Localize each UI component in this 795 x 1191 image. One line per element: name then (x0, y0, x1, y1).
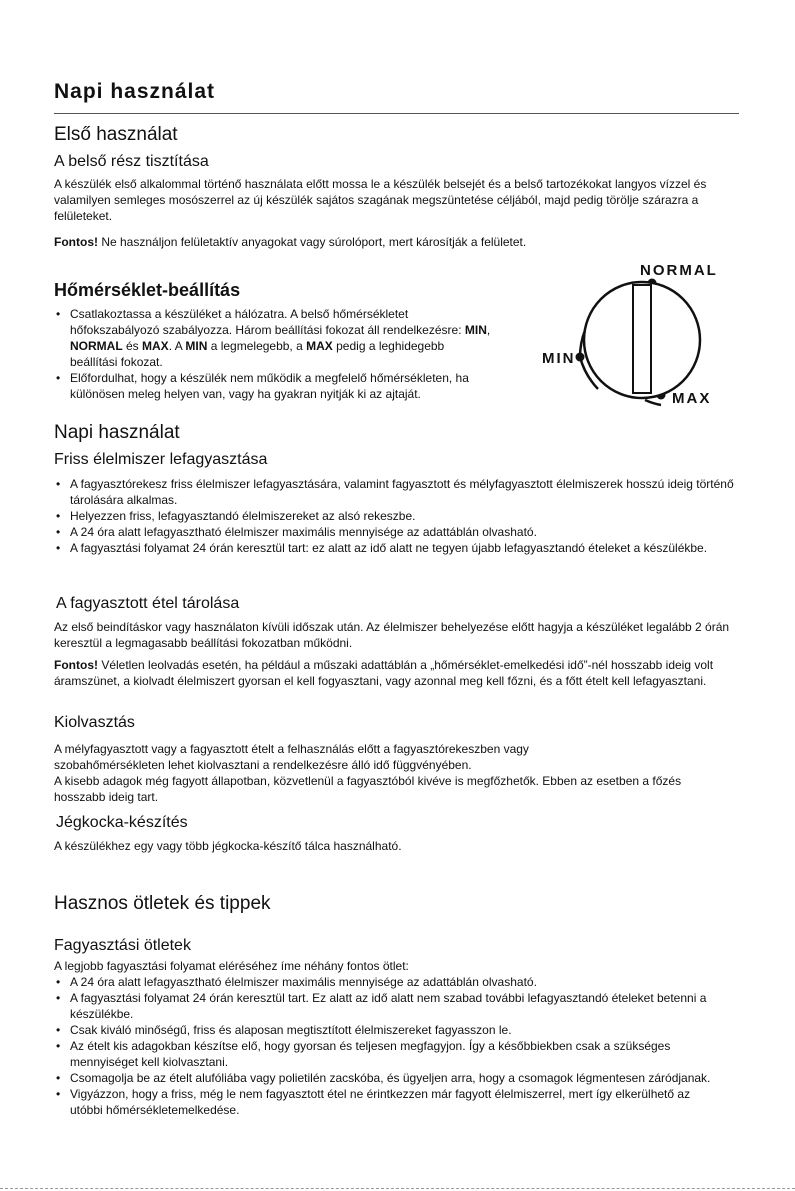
thaw-text: A kisebb adagok még fagyott állapotban, közvetlenül a fagyasztóból kivéve is megfőzhetők. Ebben az esetben a főzés hosszabb ideig tart. (54, 774, 682, 804)
temp-bullets (54, 306, 494, 402)
title-divider (54, 113, 739, 114)
list-item: • Az ételt kis adagokban készítse elő, hogy gyorsan és teljesen megfagyjon. Így a későbbiekben csak a szükséges mennyiséget kell kiolvasztani. (54, 1038, 724, 1070)
storage-warning (54, 657, 734, 689)
dial-label-max: MAX (672, 390, 712, 407)
warning-label: Fontos! (54, 235, 98, 249)
list-item: • A 24 óra alatt lefagyasztható élelmiszer maximális mennyisége az adattáblán olvasható. (54, 974, 724, 990)
tips-intro: A legjobb fagyasztási folyamat eléréséhez íme néhány fontos ötlet: (54, 959, 409, 973)
cleaning-warning (54, 234, 734, 250)
cleaning-subheading: A belső rész tisztítása (54, 153, 209, 170)
list-item: • Helyezzen friss, lefagyasztandó élelmiszereket az alsó rekeszbe. (54, 508, 736, 524)
storage-text: Az első beindításkor vagy használaton kívüli időszak után. Az élelmiszer behelyezése előtt hagyja a készüléket legalább 2 órán keresztül a legmagasabb beállítási fokozatban működni. (54, 620, 730, 650)
freezing-subheading: Friss élelmiszer lefagyasztása (54, 451, 268, 468)
warning-text: Véletlen leolvadás esetén, ha például a műszaki adattáblán a „hőmérséklet-emelkedési idő”-nél hosszabb ideig volt áramszünet, a kiolvadt élelmiszert gyorsan el kell fogyasztani, vagy azonnal meg kell főzni, és a főtt ételt kell lefagyasztani. (54, 658, 714, 688)
list-item: • A 24 óra alatt lefagyasztható élelmiszer maximális mennyisége az adattáblán olvasható. (54, 524, 736, 540)
page-title: Napi használat (54, 80, 216, 103)
daily-heading: Napi használat (54, 422, 180, 443)
dial-label-normal: NORMAL (640, 262, 718, 279)
min-marker (576, 353, 585, 362)
tips-subheading: Fagyasztási ötletek (54, 937, 191, 954)
cleaning-text: A készülék első alkalommal történő használata előtt mossa le a készülék belsejét és a belső tartozékokat langyos vízzel és valamilyen semleges mosószerrel az új készülék sajátos szagának megszüntetése céljából, majd pedig törölje szárazra a felületeket. (54, 177, 707, 223)
list-item: • A fagyasztórekesz friss élelmiszer lefagyasztására, valamint fagyasztott és mélyfagyasztott élelmiszerek hosszú ideig történő tárolására alkalmas. (54, 476, 736, 508)
first-use-heading: Első használat (54, 124, 178, 145)
list-item: • Vigyázzon, hogy a friss, még le nem fagyasztott étel ne érintkezzen már fagyott élelmiszerrel, mert így elkerülhető az utóbbi hőmérsékletemelkedése. (54, 1086, 724, 1118)
freezing-bullets (54, 476, 736, 556)
dial-grip (633, 285, 651, 393)
ice-text: A készülékhez egy vagy több jégkocka-készítő tálca használható. (54, 839, 402, 853)
thaw-heading: Kiolvasztás (54, 714, 135, 731)
list-item: • Előfordulhat, hogy a készülék nem működik a megfelelő hőmérsékleten, ha különösen meleg helyen van, vagy ha gyakran nyitják ki az ajtaját. (54, 370, 494, 402)
dial-label-min: MIN (542, 350, 576, 367)
temp-heading: Hőmérséklet-beállítás (54, 280, 241, 300)
tips-bullets (54, 974, 724, 1118)
thermostat-dial (530, 255, 795, 415)
dial-scale-arc (645, 400, 661, 405)
list-item: • A fagyasztási folyamat 24 órán keresztül tart: ez alatt az idő alatt ne tegyen újabb lefagyasztandó ételeket a készülékbe. (54, 540, 736, 556)
list-item: • Csatlakoztassa a készüléket a hálózatra. A belső hőmérsékletet hőfokszabályozó szabályozza. Három beállítási fokozat áll rendelkezésre: MIN, NORMAL és MAX. A MIN a legmelegebb, a MAX pedig a leghidegebb beállítási fokozat. (54, 306, 494, 370)
warning-text: Ne használjon felületaktív anyagokat vagy súrolóport, mert károsítják a felületet. (98, 235, 527, 249)
warning-label: Fontos! (54, 658, 98, 672)
page-edge (0, 1188, 795, 1190)
thaw-text: A mélyfagyasztott vagy a fagyasztott ételt a felhasználás előtt a fagyasztórekeszben vagy szobahőmérsékleten lehet kiolvasztani a rendelkezésre álló idő függvényében. (54, 742, 529, 772)
tips-heading: Hasznos ötletek és tippek (54, 893, 271, 914)
list-item: • A fagyasztási folyamat 24 órán keresztül tart. Ez alatt az idő alatt nem szabad további lefagyasztandó ételeket betenni a készülékbe. (54, 990, 724, 1022)
list-item: • Csomagolja be az ételt alufóliába vagy polietilén zacskóba, és ügyeljen arra, hogy a csomagok légmentesen záródjanak. (54, 1070, 724, 1086)
ice-heading: Jégkocka-készítés (56, 814, 188, 831)
list-item: • Csak kiváló minőségű, friss és alaposan megtisztított élelmiszereket fagyasszon le. (54, 1022, 724, 1038)
storage-heading: A fagyasztott étel tárolása (56, 595, 240, 612)
